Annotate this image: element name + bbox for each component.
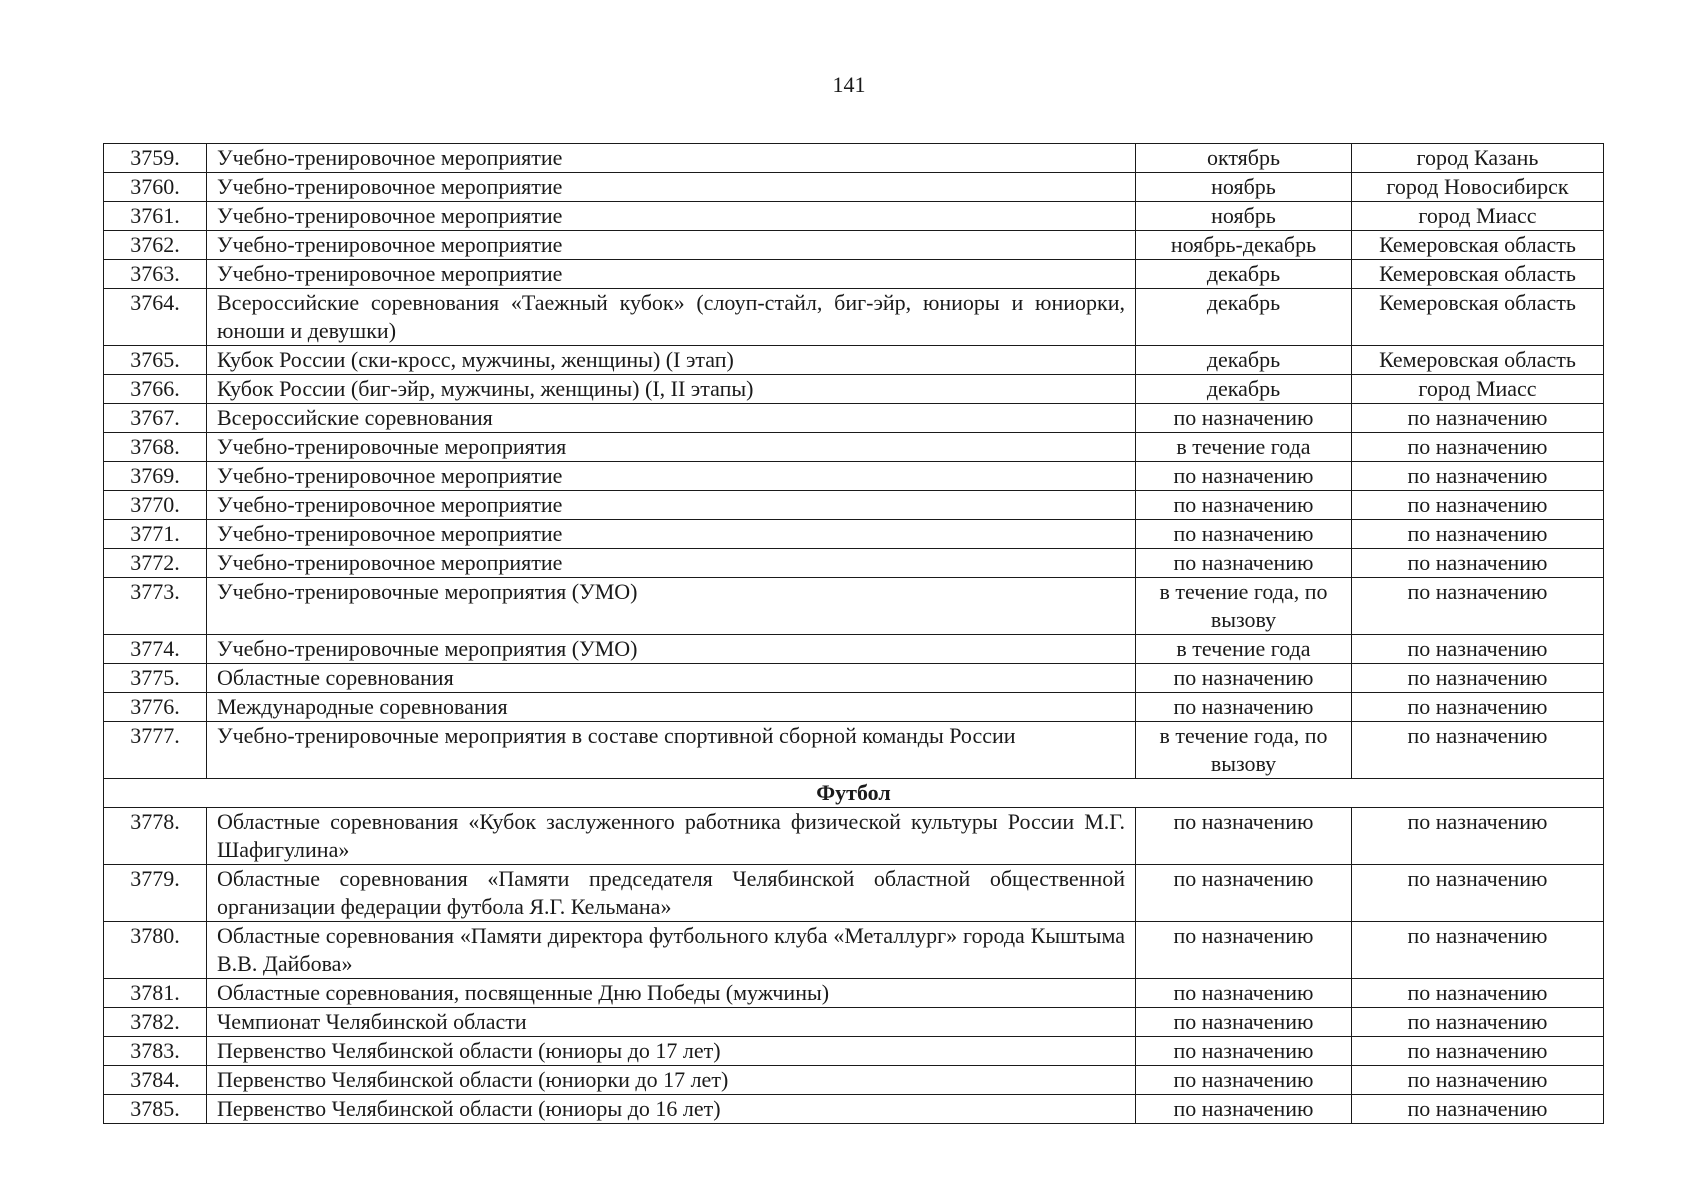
event-date: по назначению (1136, 693, 1352, 722)
event-place: по назначению (1352, 491, 1604, 520)
event-date: по назначению (1136, 1066, 1352, 1095)
event-date: в течение года, по вызову (1136, 578, 1352, 635)
event-date: по назначению (1136, 664, 1352, 693)
row-number: 3766. (104, 375, 207, 404)
event-date: ноябрь (1136, 173, 1352, 202)
event-name: Учебно-тренировочное мероприятие (207, 549, 1136, 578)
event-place: по назначению (1352, 635, 1604, 664)
event-name: Первенство Челябинской области (юниоры до 16 лет) (207, 1095, 1136, 1124)
row-number: 3765. (104, 346, 207, 375)
table-row (104, 404, 1604, 433)
event-place: по назначению (1352, 433, 1604, 462)
event-place: по назначению (1352, 922, 1604, 979)
table-row (104, 922, 1604, 979)
event-place: по назначению (1352, 578, 1604, 635)
event-date: декабрь (1136, 289, 1352, 346)
event-name: Всероссийские соревнования «Таежный кубок» (слоуп-стайл, биг-эйр, юниоры и юниорки, юноши и девушки) (207, 289, 1136, 346)
row-number: 3783. (104, 1037, 207, 1066)
row-number: 3781. (104, 979, 207, 1008)
event-date: по назначению (1136, 1095, 1352, 1124)
event-name: Областные соревнования (207, 664, 1136, 693)
table-row (104, 693, 1604, 722)
event-date: по назначению (1136, 865, 1352, 922)
event-place: Кемеровская область (1352, 289, 1604, 346)
event-name: Первенство Челябинской области (юниорки до 17 лет) (207, 1066, 1136, 1095)
row-number: 3771. (104, 520, 207, 549)
table-row (104, 520, 1604, 549)
table-row (104, 433, 1604, 462)
event-name: Учебно-тренировочное мероприятие (207, 231, 1136, 260)
row-number: 3764. (104, 289, 207, 346)
event-date: по назначению (1136, 808, 1352, 865)
event-name: Всероссийские соревнования (207, 404, 1136, 433)
section-title: Футбол (104, 779, 1604, 808)
row-number: 3768. (104, 433, 207, 462)
event-place: город Казань (1352, 144, 1604, 173)
event-name: Областные соревнования «Памяти председателя Челябинской областной общественной организации федерации футбола Я.Г. Кельмана» (207, 865, 1136, 922)
table-row (104, 664, 1604, 693)
event-date: в течение года (1136, 433, 1352, 462)
row-number: 3773. (104, 578, 207, 635)
row-number: 3774. (104, 635, 207, 664)
table-row (104, 865, 1604, 922)
event-place: город Миасс (1352, 375, 1604, 404)
event-place: по назначению (1352, 520, 1604, 549)
row-number: 3778. (104, 808, 207, 865)
event-date: по назначению (1136, 1008, 1352, 1037)
events-table (103, 143, 1604, 1124)
event-name: Учебно-тренировочные мероприятия (УМО) (207, 635, 1136, 664)
event-name: Учебно-тренировочное мероприятие (207, 144, 1136, 173)
event-name: Первенство Челябинской области (юниоры до 17 лет) (207, 1037, 1136, 1066)
event-name: Учебно-тренировочные мероприятия (УМО) (207, 578, 1136, 635)
table-row (104, 231, 1604, 260)
table-row (104, 173, 1604, 202)
page-number: 141 (832, 72, 866, 97)
event-name: Международные соревнования (207, 693, 1136, 722)
event-place: по назначению (1352, 979, 1604, 1008)
event-date: по назначению (1136, 1037, 1352, 1066)
event-date: ноябрь (1136, 202, 1352, 231)
event-place: город Миасс (1352, 202, 1604, 231)
row-number: 3784. (104, 1066, 207, 1095)
event-place: по назначению (1352, 693, 1604, 722)
table-row (104, 722, 1604, 779)
table-row (104, 808, 1604, 865)
event-place: по назначению (1352, 664, 1604, 693)
event-place: по назначению (1352, 1095, 1604, 1124)
event-name: Чемпионат Челябинской области (207, 1008, 1136, 1037)
row-number: 3782. (104, 1008, 207, 1037)
row-number: 3770. (104, 491, 207, 520)
table-row (104, 144, 1604, 173)
event-date: по назначению (1136, 462, 1352, 491)
event-place: по назначению (1352, 1066, 1604, 1095)
event-date: по назначению (1136, 922, 1352, 979)
table-row (104, 491, 1604, 520)
table-row (104, 202, 1604, 231)
table-row (104, 635, 1604, 664)
row-number: 3769. (104, 462, 207, 491)
row-number: 3760. (104, 173, 207, 202)
event-date: по назначению (1136, 979, 1352, 1008)
event-date: ноябрь-декабрь (1136, 231, 1352, 260)
event-name: Кубок России (биг-эйр, мужчины, женщины) (I, II этапы) (207, 375, 1136, 404)
event-place: по назначению (1352, 1008, 1604, 1037)
table-row (104, 462, 1604, 491)
event-place: по назначению (1352, 722, 1604, 779)
event-name: Областные соревнования «Памяти директора футбольного клуба «Металлург» города Кыштыма В.В. Дайбова» (207, 922, 1136, 979)
row-number: 3772. (104, 549, 207, 578)
table-row (104, 979, 1604, 1008)
event-date: декабрь (1136, 346, 1352, 375)
event-date: в течение года (1136, 635, 1352, 664)
row-number: 3785. (104, 1095, 207, 1124)
event-name: Учебно-тренировочные мероприятия в составе спортивной сборной команды России (207, 722, 1136, 779)
row-number: 3761. (104, 202, 207, 231)
event-date: декабрь (1136, 260, 1352, 289)
event-place: город Новосибирск (1352, 173, 1604, 202)
event-date: по назначению (1136, 404, 1352, 433)
event-name: Учебно-тренировочное мероприятие (207, 520, 1136, 549)
event-place: по назначению (1352, 865, 1604, 922)
section-header-row (104, 779, 1604, 808)
table-row (104, 289, 1604, 346)
event-place: Кемеровская область (1352, 260, 1604, 289)
table-row (104, 1037, 1604, 1066)
event-place: по назначению (1352, 1037, 1604, 1066)
table-row (104, 1095, 1604, 1124)
row-number: 3780. (104, 922, 207, 979)
event-name: Учебно-тренировочное мероприятие (207, 462, 1136, 491)
table-row (104, 260, 1604, 289)
event-date: октябрь (1136, 144, 1352, 173)
row-number: 3759. (104, 144, 207, 173)
event-name: Учебно-тренировочные мероприятия (207, 433, 1136, 462)
event-name: Учебно-тренировочное мероприятие (207, 260, 1136, 289)
table-row (104, 1008, 1604, 1037)
row-number: 3779. (104, 865, 207, 922)
event-name: Кубок России (ски-кросс, мужчины, женщины) (I этап) (207, 346, 1136, 375)
events-table-body (104, 144, 1604, 1124)
event-date: по назначению (1136, 491, 1352, 520)
table-row (104, 549, 1604, 578)
row-number: 3777. (104, 722, 207, 779)
event-place: по назначению (1352, 462, 1604, 491)
event-place: по назначению (1352, 404, 1604, 433)
event-date: по назначению (1136, 520, 1352, 549)
event-name: Областные соревнования «Кубок заслуженного работника физической культуры России М.Г. Шафигулина» (207, 808, 1136, 865)
row-number: 3762. (104, 231, 207, 260)
table-row (104, 578, 1604, 635)
row-number: 3775. (104, 664, 207, 693)
table-row (104, 346, 1604, 375)
row-number: 3767. (104, 404, 207, 433)
event-date: в течение года, по вызову (1136, 722, 1352, 779)
event-place: Кемеровская область (1352, 346, 1604, 375)
event-place: Кемеровская область (1352, 231, 1604, 260)
event-name: Учебно-тренировочное мероприятие (207, 491, 1136, 520)
event-name: Учебно-тренировочное мероприятие (207, 202, 1136, 231)
event-date: по назначению (1136, 549, 1352, 578)
event-name: Областные соревнования, посвященные Дню Победы (мужчины) (207, 979, 1136, 1008)
event-date: декабрь (1136, 375, 1352, 404)
event-place: по назначению (1352, 549, 1604, 578)
event-name: Учебно-тренировочное мероприятие (207, 173, 1136, 202)
table-row (104, 1066, 1604, 1095)
row-number: 3776. (104, 693, 207, 722)
row-number: 3763. (104, 260, 207, 289)
event-place: по назначению (1352, 808, 1604, 865)
table-row (104, 375, 1604, 404)
